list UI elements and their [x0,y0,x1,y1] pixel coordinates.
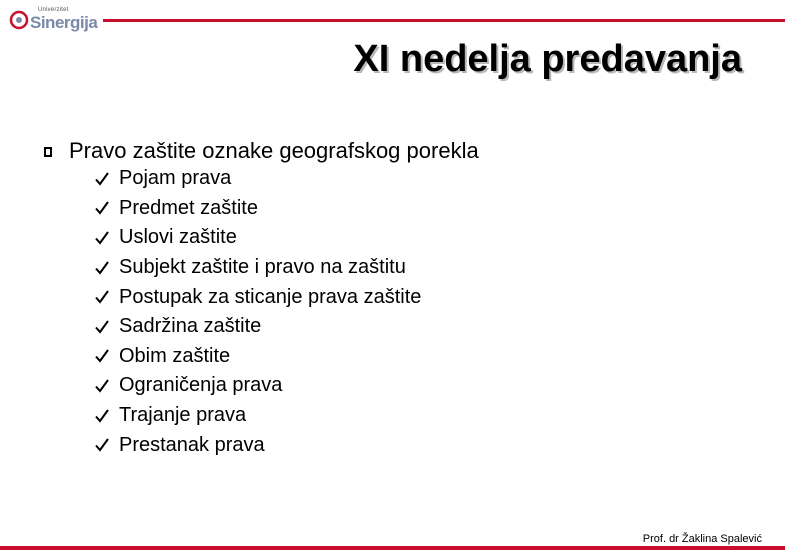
list-item [94,164,421,194]
list-item [94,312,421,342]
list-item-label: Postupak za sticanje prava zaštite [119,285,422,308]
checkmark-icon [94,289,110,305]
list-item-label: Predmet zaštite [119,196,258,219]
checkmark-icon [94,348,110,364]
list-item-label: Prestanak prava [119,433,265,456]
list-item [94,401,421,431]
list-item-label: Obim zaštite [119,344,231,367]
footer-divider [0,546,785,550]
list-item [94,253,421,283]
list-item [94,371,421,401]
logo-small-text: Univerzitet [38,7,69,13]
list-item [94,342,421,372]
main-bullet-text: Pravo zaštite oznake geografskog porekla [69,138,479,163]
list-item-label: Sadržina zaštite [119,315,262,338]
slide-title: XI nedelja predavanja [353,38,742,80]
list-item [94,194,421,224]
checkmark-icon [94,260,110,276]
footer-author: Prof. dr Žaklina Spalević [642,533,762,545]
checkmark-icon [94,230,110,246]
header-divider [103,19,785,22]
checkmark-icon [94,408,110,424]
university-logo [8,6,100,32]
square-bullet-icon [44,147,52,157]
checkmark-icon [94,200,110,216]
checkmark-icon [94,319,110,335]
checkmark-icon [94,378,110,394]
list-item [94,430,421,460]
list-item [94,282,421,312]
university-logo-icon [8,10,30,30]
list-item-label: Subjekt zaštite i pravo na zaštitu [119,256,406,279]
list-item-label: Uslovi zaštite [119,226,237,249]
sub-bullet-list [94,164,421,460]
main-bullet-item [44,138,479,164]
checkmark-icon [94,171,110,187]
list-item-label: Pojam prava [119,167,232,190]
list-item-label: Trajanje prava [119,404,247,427]
list-item-label: Ograničenja prava [119,374,283,397]
list-item [94,223,421,253]
checkmark-icon [94,437,110,453]
logo-main-text: Sinergija [30,13,98,32]
